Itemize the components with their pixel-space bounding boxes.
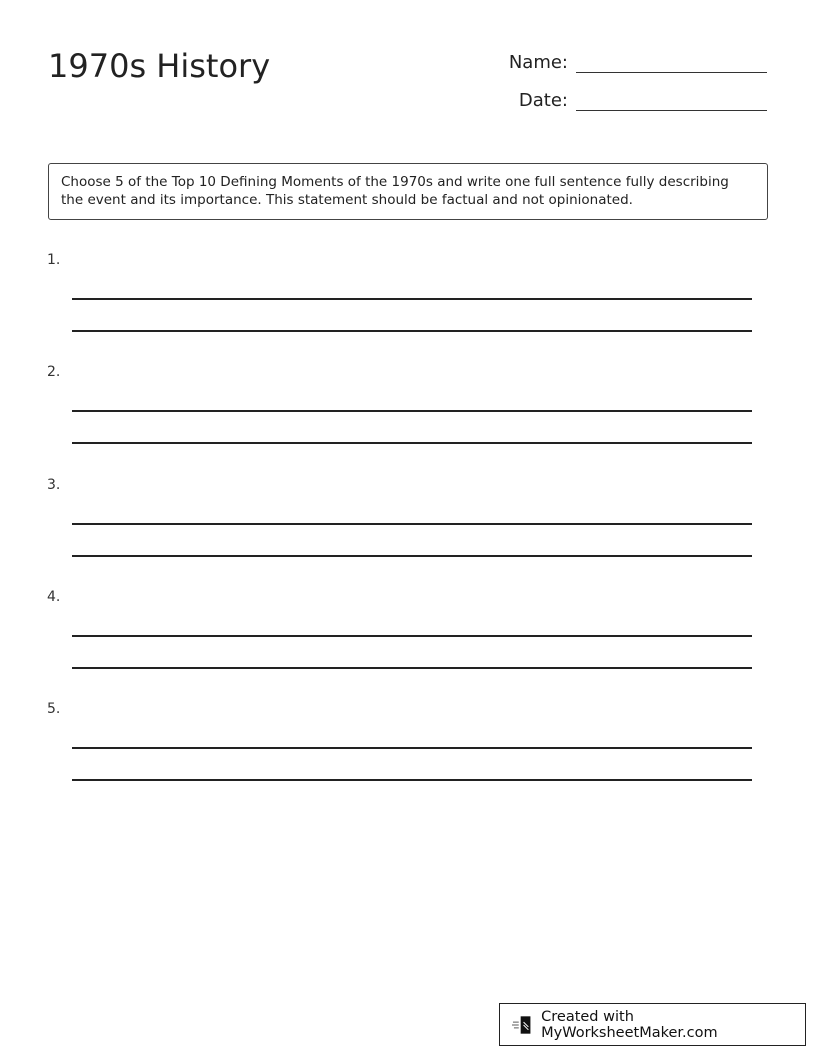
page-title: 1970s History bbox=[48, 47, 271, 85]
answer-line[interactable] bbox=[72, 667, 752, 669]
footer-badge[interactable] bbox=[499, 1003, 806, 1046]
name-field bbox=[488, 52, 767, 73]
date-label: Date: bbox=[518, 90, 568, 111]
name-line[interactable] bbox=[576, 52, 767, 73]
instructions-box bbox=[48, 163, 768, 220]
answer-line[interactable] bbox=[72, 410, 752, 412]
question-number: 4. bbox=[47, 589, 61, 605]
worksheet-logo-icon bbox=[512, 1014, 535, 1036]
date-field bbox=[488, 90, 767, 111]
answer-line[interactable] bbox=[72, 330, 752, 332]
answer-line[interactable] bbox=[72, 635, 752, 637]
date-line[interactable] bbox=[576, 90, 767, 111]
name-label: Name: bbox=[508, 52, 568, 73]
footer-text: Created with MyWorksheetMaker.com bbox=[541, 1008, 718, 1041]
question-number: 2. bbox=[47, 364, 61, 380]
answer-line[interactable] bbox=[72, 779, 752, 781]
question-number: 3. bbox=[47, 477, 61, 493]
answer-line[interactable] bbox=[72, 442, 752, 444]
answer-line[interactable] bbox=[72, 523, 752, 525]
question-number: 1. bbox=[47, 252, 61, 268]
answer-line[interactable] bbox=[72, 555, 752, 557]
answer-line[interactable] bbox=[72, 747, 752, 749]
question-number: 5. bbox=[47, 701, 61, 717]
answer-line[interactable] bbox=[72, 298, 752, 300]
instructions-text: Choose 5 of the Top 10 Defining Moments of the 1970s and write one full sentence fully describing the event and its importance. This statement should be factual and not opinionated. bbox=[61, 174, 729, 208]
